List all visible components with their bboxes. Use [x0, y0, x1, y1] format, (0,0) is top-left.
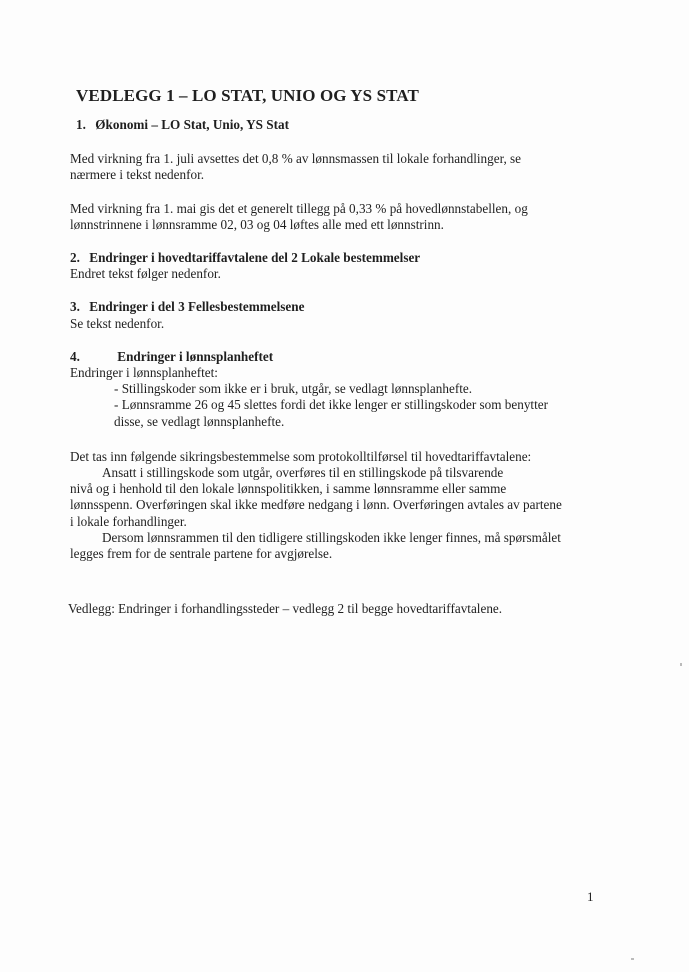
section-title: Endringer i hovedtariffavtalene del 2 Lokale bestemmelser [89, 250, 421, 266]
attachment-note: Vedlegg: Endringer i forhandlingssteder – vedlegg 2 til begge hovedtariffavtalene. [68, 601, 503, 616]
text-line: i lokale forhandlinger. [70, 513, 187, 529]
paragraph: Endringer i lønnsplanheftet: [70, 365, 218, 381]
section-title: Endringer i lønnsplanheftet [117, 348, 274, 364]
text-line: lønnsspenn. Overføringen skal ikke medføre nedgang i lønn. Overføringen avtales av partene [70, 497, 562, 513]
section-number: 4. [70, 348, 80, 364]
list-item-continuation: disse, se vedlagt lønnsplanhefte. [114, 413, 285, 429]
section-1-heading [76, 117, 630, 133]
paragraph [70, 151, 630, 183]
paragraph: Det tas inn følgende sikringsbestemmelse som protokolltilførsel til hovedtariffavtalene: [70, 448, 532, 464]
scan-mark [631, 958, 634, 960]
page-number: 1 [587, 889, 594, 904]
text-line: Med virkning fra 1. mai gis det et generelt tillegg på 0,33 % på hovedlønnstabellen, og [70, 200, 528, 216]
text-line: Med virkning fra 1. juli avsettes det 0,8 % av lønnsmassen til lokale forhandlinger, se [70, 151, 522, 167]
scan-mark [680, 663, 682, 666]
document-body [70, 117, 630, 562]
list-item: - Stillingskoder som ikke er i bruk, utgår, se vedlagt lønnsplanhefte. [114, 381, 473, 397]
section-3-heading [70, 299, 630, 315]
document-title: VEDLEGG 1 – LO STAT, UNIO OG YS STAT [76, 86, 419, 105]
text-line: nivå og i henhold til den lokale lønnspolitikken, i samme lønnsramme eller samme [70, 481, 507, 497]
text-line: lønnstrinnene i lønnsramme 02, 03 og 04 løftes alle med ett lønnstrinn. [70, 216, 444, 232]
text-line: Ansatt i stillingskode som utgår, overføres til en stillingskode på tilsvarende [102, 465, 504, 481]
paragraph [70, 530, 630, 562]
paragraph [70, 201, 630, 233]
paragraph [70, 465, 630, 530]
section-title: Økonomi – LO Stat, Unio, YS Stat [95, 117, 289, 132]
paragraph: Endret tekst følger nedenfor. [70, 266, 221, 282]
text-line: nærmere i tekst nedenfor. [70, 167, 205, 183]
text-line: Dersom lønnsrammen til den tidligere stillingskoden ikke lenger finnes, må spørsmålet [102, 529, 561, 545]
list-item: - Lønnsramme 26 og 45 slettes fordi det ikke lenger er stillingskoder som benytter [114, 397, 548, 413]
text-line: legges frem for de sentrale partene for avgjørelse. [70, 546, 333, 562]
section-2-heading [70, 250, 630, 266]
section-4-heading [70, 349, 630, 365]
section-number: 1. [76, 117, 86, 132]
section-title: Endringer i del 3 Fellesbestemmelsene [89, 299, 305, 315]
section-number: 2. [70, 250, 80, 266]
paragraph: Se tekst nedenfor. [70, 315, 165, 331]
section-number: 3. [70, 299, 80, 315]
